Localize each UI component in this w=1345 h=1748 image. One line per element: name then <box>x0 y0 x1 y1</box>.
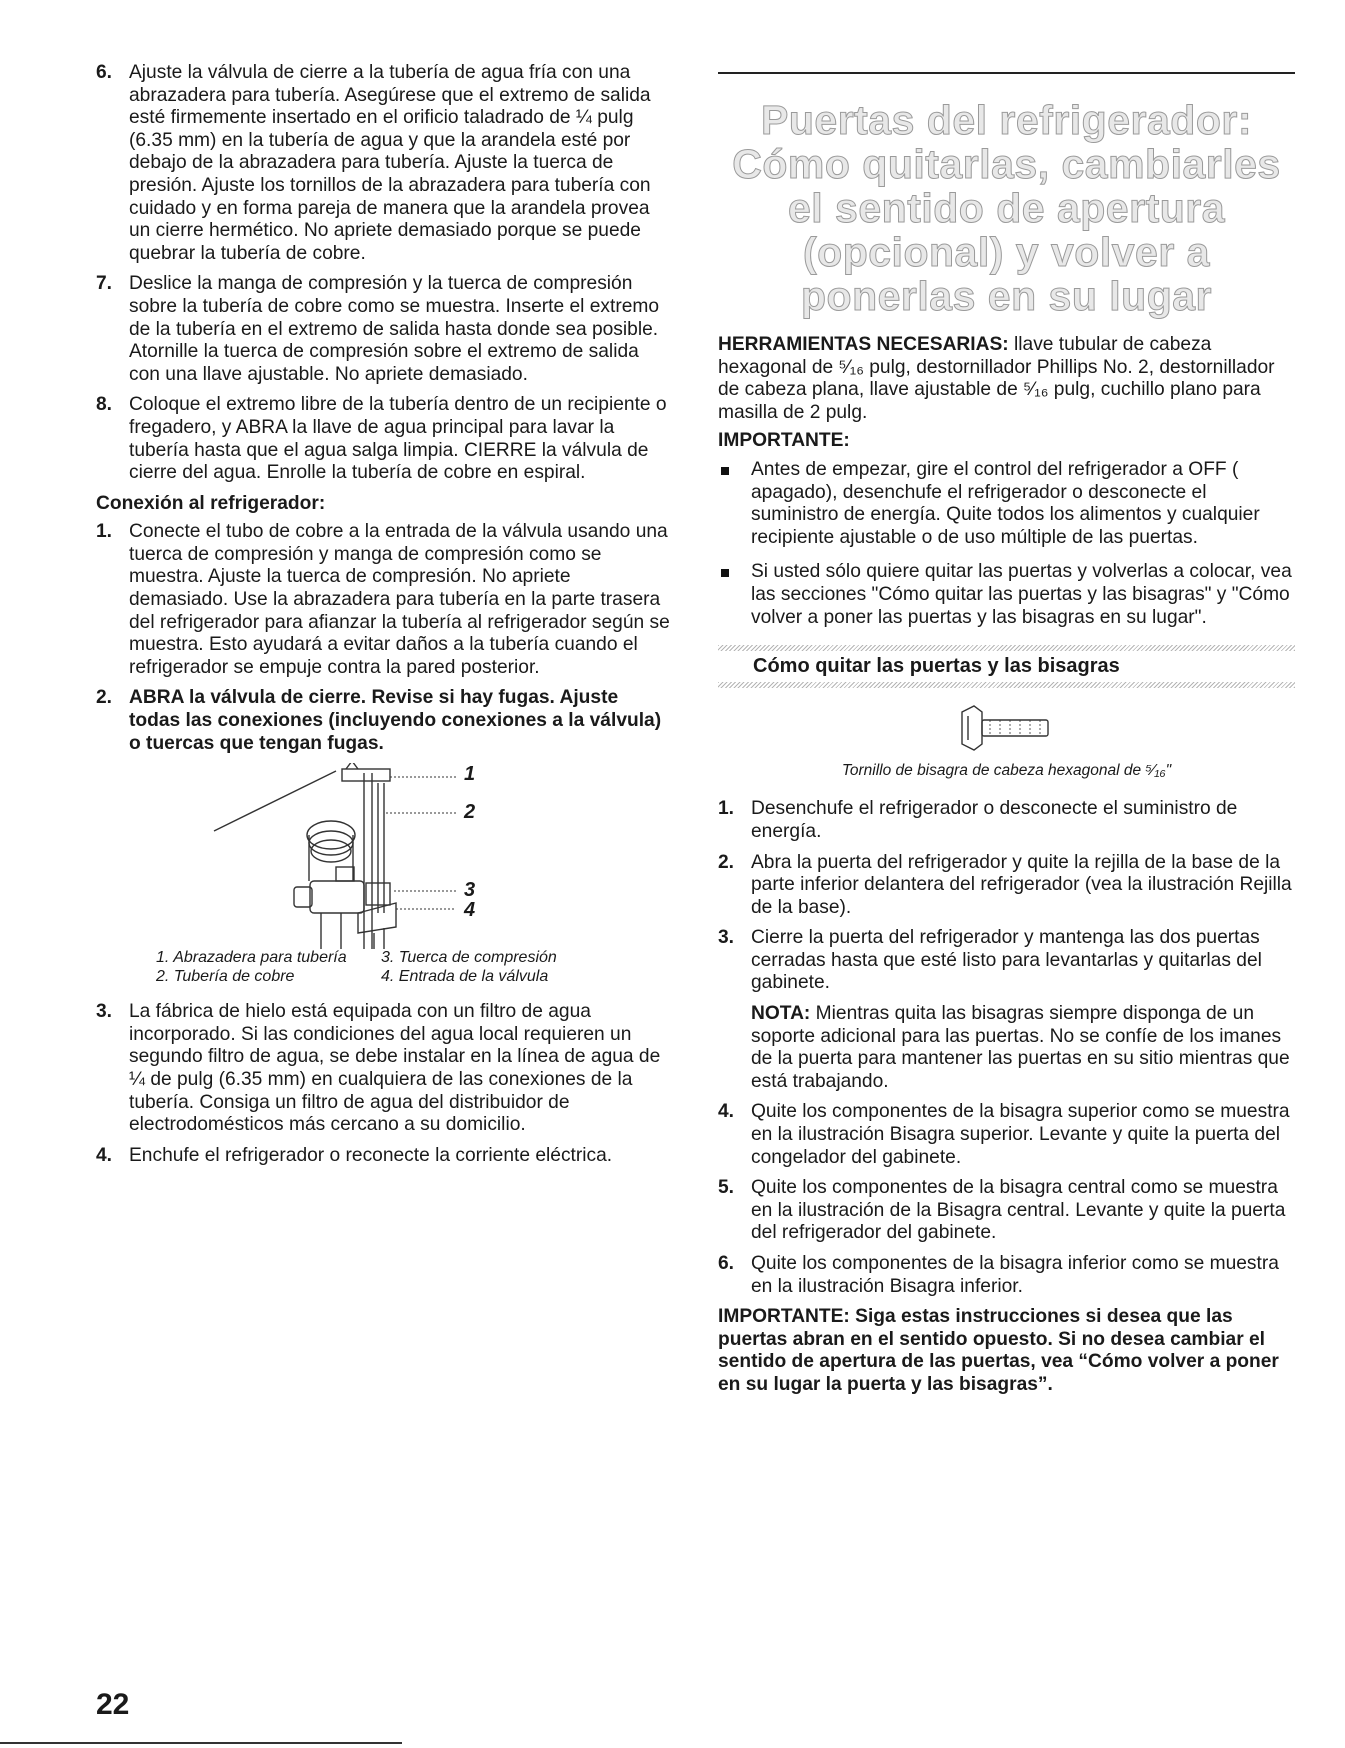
left-column <box>96 62 672 1175</box>
list-item <box>718 561 1295 629</box>
bottom-rule <box>0 1742 402 1744</box>
step-text: Cierre la puerta del refrigerador y mantenga las dos puertas cerradas hasta que esté listo para levantarlas y quitarlas del gabinete. <box>751 927 1262 994</box>
importante-heading: IMPORTANTE: <box>718 430 850 452</box>
step-number: 2. <box>96 687 113 709</box>
remove-step-3 <box>718 927 1295 1093</box>
bullet-text: Si usted sólo quiere quitar las puertas y volverlas a colocar, vea las secciones "Cómo quitar las puertas y las bisagras" y "Cómo volver a poner las puertas y las bisagras en su lugar". <box>751 561 1292 628</box>
hatch-divider <box>718 645 1295 651</box>
step-text: Ajuste la válvula de cierre a la tubería de agua fría con una abrazadera para tubería. Asegúrese que el extremo de salida esté firmemente insertado en el orificio taladrado de ¼ pulg (6.35 mm) en la tubería de agua y que la arandela esté por debajo de la abrazadera para tubería. Ajuste la tuerca de presión. Ajuste los tornillos de la abrazadera para tubería con cuidado y en forma pareja de manera que la arandela provea un cierre hermético. No apriete demasiado porque se puede quebrar la tubería de cobre. <box>129 62 651 264</box>
step-text: Quite los componentes de la bisagra inferior como se muestra en la ilustración Bisagra inferior. <box>751 1253 1279 1297</box>
caption-item: 2. Tubería de cobre <box>156 968 295 986</box>
step-text: Enchufe el refrigerador o reconecte la corriente eléctrica. <box>129 1144 613 1166</box>
step-8 <box>96 394 672 484</box>
step-text: Quite los componentes de la bisagra superior como se muestra en la ilustración Bisagra superior. Levante y quite la puerta del congelador del gabinete. <box>751 1101 1290 1168</box>
final-importante: IMPORTANTE: Siga estas instrucciones si desea que las puertas abran en el sentido opuesto. Si no desea cambiar el sentido de apertura de las puertas, vea “Cómo volver a poner en su lugar la puerta y las bisagras”. <box>718 1306 1279 1395</box>
conexion-heading: Conexión al refrigerador: <box>96 492 326 514</box>
step-text: ABRA la válvula de cierre. Revise si hay fugas. Ajuste todas las conexiones (incluyendo conexiones a la válvula) o tuercas que tengan fugas. <box>129 687 662 754</box>
nota-label: NOTA: <box>751 1003 811 1025</box>
step-text: Conecte el tubo de cobre a la entrada de la válvula usando una tuerca de compresión y manga de compresión como se muestra. Ajuste la tuerca de compresión. No apriete demasiado. Use la abrazadera para tubería en la parte trasera del refrigerador para afianzar la tubería al refrigerador según se muestra. Esto ayudará a evitar daños a la tubería cuando el refrigerador se empuje contra la pared posterior. <box>129 521 670 678</box>
step-number: 6. <box>718 1253 735 1274</box>
remove-step-2 <box>718 852 1295 920</box>
step-number: 1. <box>718 798 735 820</box>
right-column <box>718 62 1295 1397</box>
hatch-divider <box>718 682 1295 688</box>
step-number: 3. <box>718 927 735 949</box>
step-number: 1. <box>96 521 113 543</box>
importante-list <box>718 459 1295 629</box>
tools-text: llave tubular de cabeza hexagonal de ⁵⁄₁₆ pulg, destornillador Phillips No. 2, destornillador de cabeza plana, llave ajustable de ⁵⁄₁₆ pulg, cuchillo plano para masilla de 2 pulg. <box>718 334 1275 423</box>
callout-2: 2 <box>464 801 476 824</box>
page-number: 22 <box>96 1688 130 1721</box>
valve-illustration <box>96 763 672 949</box>
list-item <box>718 459 1295 549</box>
remove-step-6 <box>718 1253 1295 1298</box>
valve-figure-caption <box>156 949 672 987</box>
callout-3: 3 <box>464 879 476 902</box>
step-number: 5. <box>718 1177 735 1199</box>
remove-step-5 <box>718 1177 1295 1245</box>
callout-1: 1 <box>464 763 476 786</box>
conexion-step-4 <box>96 1145 672 1168</box>
step-number: 2. <box>718 851 735 873</box>
tools-label: HERRAMIENTAS NECESARIAS: <box>718 334 1009 355</box>
step-number: 4. <box>718 1101 735 1123</box>
conexion-step-2 <box>96 687 672 755</box>
caption-item: 4. Entrada de la válvula <box>381 968 549 986</box>
step-number: 8. <box>96 394 113 416</box>
bullet-square-icon <box>721 569 729 577</box>
step-number: 3. <box>96 1001 113 1023</box>
screw-illustration <box>718 702 1295 756</box>
callout-4: 4 <box>464 899 476 922</box>
nota-paragraph <box>751 1003 1295 1093</box>
subsection-title: Cómo quitar las puertas y las bisagras <box>753 655 1120 678</box>
caption-item: 1. Abrazadera para tubería <box>156 949 347 967</box>
remove-step-1 <box>718 798 1295 843</box>
bullet-text: Antes de empezar, gire el control del refrigerador a OFF ( apagado), desenchufe el refrigerador o desconecte el suministro de energía. Quite todos los alimentos y cualquier recipiente ajustable o de uso múltiple de las puertas. <box>751 458 1260 548</box>
remove-step-4 <box>718 1101 1295 1169</box>
tools-paragraph <box>718 334 1295 424</box>
conexion-step-1 <box>96 521 672 679</box>
step-text: Desenchufe el refrigerador o desconecte el suministro de energía. <box>751 798 1238 842</box>
screw-caption: Tornillo de bisagra de cabeza hexagonal de ⁵⁄₁₆" <box>841 761 1172 779</box>
section-main-title: Puertas del refrigerador: Cómo quitarlas, cambiarles el sentido de apertura (opcional) y volver a ponerlas en su lugar <box>732 97 1281 319</box>
conexion-step-3 <box>96 1001 672 1137</box>
step-6 <box>96 62 672 265</box>
step-number: 7. <box>96 273 113 295</box>
caption-item: 3. Tuerca de compresión <box>381 949 557 967</box>
step-text: La fábrica de hielo está equipada con un filtro de agua incorporado. Si las condiciones del agua local requieren un segundo filtro de agua, se debe instalar en la línea de agua de ¼ de pulg (6.35 mm) en cualquiera de las conexiones de la tubería. Consiga un filtro de agua del distribuidor de electrodomésticos más cercano a su domicilio. <box>129 1001 661 1136</box>
step-text: Coloque el extremo libre de la tubería dentro de un recipiente o fregadero, y ABRA la llave de agua principal para lavar la tubería hasta que el agua salga limpia. CIERRE la válvula de cierre del agua. Enrolle la tubería de cobre en espiral. <box>129 394 667 484</box>
step-7 <box>96 273 672 386</box>
nota-text: Mientras quita las bisagras siempre disponga de un soporte adicional para las puertas. No se confíe de los imanes de la puerta para mantener las puertas en su sitio mientras que está trabajando. <box>751 1003 1290 1092</box>
step-number: 6. <box>96 62 113 83</box>
bullet-square-icon <box>721 467 729 475</box>
step-number: 4. <box>96 1144 113 1166</box>
step-text: Quite los componentes de la bisagra central como se muestra en la ilustración de la Bisagra central. Levante y quite la puerta del refrigerador del gabinete. <box>751 1177 1286 1244</box>
step-text: Deslice la manga de compresión y la tuerca de compresión sobre la tubería de cobre como se muestra. Inserte el extremo de la tubería en el extremo de salida hasta donde sea posible. Atornille la tuerca de compresión sobre el extremo de salida con una llave ajustable. No apriete demasiado. <box>129 273 660 385</box>
top-rule <box>718 72 1295 74</box>
step-text: Abra la puerta del refrigerador y quite la rejilla de la base de la parte inferior delantera del refrigerador (vea la ilustración Rejilla de la base). <box>751 851 1292 918</box>
